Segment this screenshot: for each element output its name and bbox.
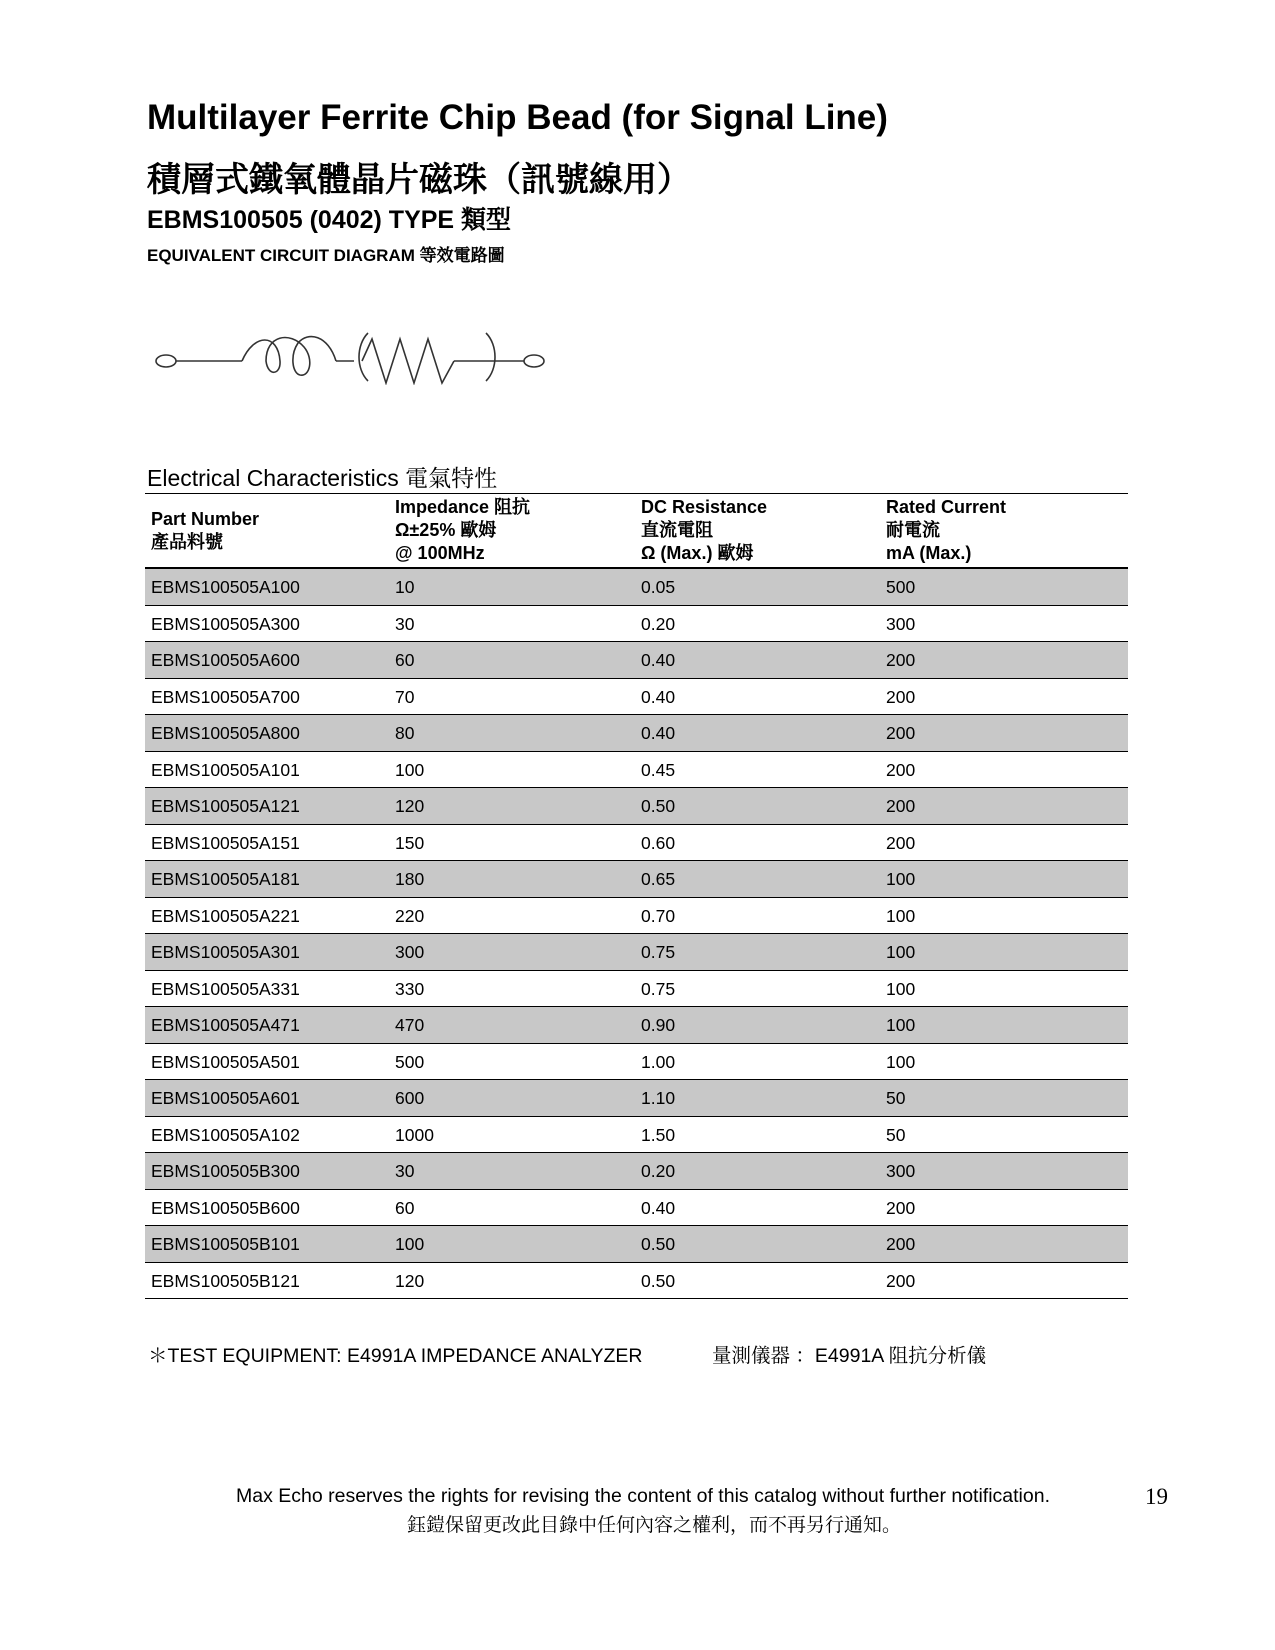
table-row bbox=[145, 642, 1128, 679]
impedance-cell: 1000 bbox=[395, 1124, 434, 1145]
table-row bbox=[145, 1044, 1128, 1081]
dc-resistance-cell: 0.50 bbox=[641, 1270, 676, 1291]
rated-current-cell: 200 bbox=[886, 1234, 916, 1254]
part-number-cell: EBMS100505A221 bbox=[151, 905, 300, 926]
header-dc-resistance: DC Resistance 直流電阻 Ω (Max.) 歐姆 bbox=[641, 497, 768, 563]
impedance-cell: 80 bbox=[395, 723, 415, 743]
terminal-left-icon bbox=[156, 355, 176, 367]
rated-current-cell: 50 bbox=[886, 1088, 906, 1108]
rated-current-cell: 300 bbox=[886, 1161, 916, 1181]
rated-current-cell: 200 bbox=[886, 796, 916, 816]
impedance-cell: 30 bbox=[395, 1161, 415, 1181]
impedance-cell: 470 bbox=[395, 1015, 425, 1035]
rated-current-cell: 200 bbox=[886, 832, 916, 853]
dc-resistance-cell: 0.20 bbox=[641, 613, 676, 634]
impedance-cell: 500 bbox=[395, 1051, 425, 1072]
table-row bbox=[145, 934, 1128, 971]
dc-resistance-cell: 1.50 bbox=[641, 1124, 676, 1145]
table-row bbox=[145, 1190, 1128, 1227]
footer-disclaimer-chinese: 鈺鎧保留更改此目錄中任何內容之權利，而不再另行通知。 bbox=[407, 1515, 902, 1536]
impedance-cell: 120 bbox=[395, 796, 425, 816]
type-heading: EBMS100505 (0402) TYPE 類型 bbox=[147, 206, 512, 234]
part-number-cell: EBMS100505A800 bbox=[151, 723, 300, 743]
impedance-cell: 10 bbox=[395, 577, 415, 597]
table-row bbox=[145, 679, 1128, 716]
table-row bbox=[145, 752, 1128, 789]
rated-current-cell: 100 bbox=[886, 942, 916, 962]
rated-current-cell: 300 bbox=[886, 613, 916, 634]
part-number-cell: EBMS100505A102 bbox=[151, 1124, 300, 1145]
rated-current-cell: 100 bbox=[886, 869, 916, 889]
impedance-cell: 70 bbox=[395, 686, 415, 707]
part-number-cell: EBMS100505A600 bbox=[151, 650, 300, 670]
table-row bbox=[145, 1080, 1128, 1117]
dc-resistance-cell: 0.65 bbox=[641, 869, 676, 889]
part-number-cell: EBMS100505A331 bbox=[151, 978, 300, 999]
impedance-cell: 100 bbox=[395, 1234, 425, 1254]
dc-resistance-cell: 0.75 bbox=[641, 978, 676, 999]
rated-current-cell: 100 bbox=[886, 1051, 916, 1072]
table-row bbox=[145, 971, 1128, 1008]
table-row bbox=[145, 715, 1128, 752]
part-number-cell: EBMS100505A300 bbox=[151, 613, 300, 634]
part-number-cell: EBMS100505A700 bbox=[151, 686, 300, 707]
dc-resistance-cell: 0.75 bbox=[641, 942, 676, 962]
equivalent-circuit-diagram bbox=[150, 325, 570, 385]
dc-resistance-cell: 0.50 bbox=[641, 1234, 676, 1254]
rated-current-cell: 200 bbox=[886, 759, 916, 780]
impedance-cell: 180 bbox=[395, 869, 425, 889]
impedance-cell: 220 bbox=[395, 905, 425, 926]
rated-current-cell: 200 bbox=[886, 723, 916, 743]
rated-current-cell: 500 bbox=[886, 577, 916, 597]
resistor-bracket-right-icon bbox=[486, 333, 495, 381]
part-number-cell: EBMS100505A601 bbox=[151, 1088, 300, 1108]
dc-resistance-cell: 0.50 bbox=[641, 796, 676, 816]
impedance-cell: 60 bbox=[395, 650, 415, 670]
table-row bbox=[145, 1226, 1128, 1263]
terminal-right-icon bbox=[524, 355, 544, 367]
rated-current-cell: 200 bbox=[886, 1197, 916, 1218]
dc-resistance-cell: 1.00 bbox=[641, 1051, 676, 1072]
part-number-cell: EBMS100505A181 bbox=[151, 869, 300, 889]
test-equipment-note: ＊TEST EQUIPMENT: E4991A IMPEDANCE ANALYZER bbox=[148, 1345, 643, 1367]
table-row bbox=[145, 788, 1128, 825]
rated-current-cell: 100 bbox=[886, 905, 916, 926]
dc-resistance-cell: 0.40 bbox=[641, 1197, 676, 1218]
impedance-cell: 330 bbox=[395, 978, 425, 999]
impedance-cell: 150 bbox=[395, 832, 425, 853]
dc-resistance-cell: 0.40 bbox=[641, 686, 676, 707]
header-rated-current: Rated Current 耐電流 mA (Max.) bbox=[886, 497, 1007, 563]
part-number-cell: EBMS100505A471 bbox=[151, 1015, 300, 1035]
electrical-characteristics-table bbox=[145, 493, 1128, 1299]
test-equipment-note-chinese: 量測儀器 ：E4991A 阻抗分析儀 bbox=[712, 1345, 987, 1367]
part-number-cell: EBMS100505A301 bbox=[151, 942, 300, 962]
resistor-zigzag-icon bbox=[362, 339, 454, 383]
dc-resistance-cell: 0.90 bbox=[641, 1015, 676, 1035]
page-title: Multilayer Ferrite Chip Bead (for Signal Line) bbox=[147, 98, 888, 137]
table-header bbox=[145, 493, 1128, 569]
dc-resistance-cell: 0.05 bbox=[641, 577, 676, 597]
part-number-cell: EBMS100505B101 bbox=[151, 1234, 300, 1254]
rated-current-cell: 200 bbox=[886, 686, 916, 707]
table-row bbox=[145, 606, 1128, 643]
impedance-cell: 30 bbox=[395, 613, 415, 634]
table-row bbox=[145, 1007, 1128, 1044]
page-title-chinese: 積層式鐵氧體晶片磁珠（訊號線用） bbox=[147, 161, 691, 199]
header-impedance: Impedance 阻抗 Ω±25% 歐姆 @ 100MHz bbox=[395, 497, 531, 563]
header-part-number: Part Number 產品料號 bbox=[151, 509, 260, 552]
part-number-cell: EBMS100505B300 bbox=[151, 1161, 300, 1181]
rated-current-cell: 200 bbox=[886, 650, 916, 670]
dc-resistance-cell: 0.40 bbox=[641, 650, 676, 670]
table-row bbox=[145, 898, 1128, 935]
impedance-cell: 60 bbox=[395, 1197, 415, 1218]
dc-resistance-cell: 0.40 bbox=[641, 723, 676, 743]
table-row bbox=[145, 1153, 1128, 1190]
rated-current-cell: 100 bbox=[886, 978, 916, 999]
impedance-cell: 120 bbox=[395, 1270, 425, 1291]
part-number-cell: EBMS100505B600 bbox=[151, 1197, 300, 1218]
table-row bbox=[145, 825, 1128, 862]
impedance-cell: 100 bbox=[395, 759, 425, 780]
part-number-cell: EBMS100505A101 bbox=[151, 759, 300, 780]
page-number: 19 bbox=[1145, 1484, 1168, 1509]
table-row bbox=[145, 861, 1128, 898]
inductor-coil-icon bbox=[242, 337, 336, 376]
part-number-cell: EBMS100505A121 bbox=[151, 796, 300, 816]
rated-current-cell: 200 bbox=[886, 1270, 916, 1291]
dc-resistance-cell: 0.45 bbox=[641, 759, 676, 780]
rated-current-cell: 50 bbox=[886, 1124, 906, 1145]
dc-resistance-cell: 0.20 bbox=[641, 1161, 676, 1181]
part-number-cell: EBMS100505A100 bbox=[151, 577, 300, 597]
dc-resistance-cell: 1.10 bbox=[641, 1088, 676, 1108]
rated-current-cell: 100 bbox=[886, 1015, 916, 1035]
impedance-cell: 600 bbox=[395, 1088, 425, 1108]
part-number-cell: EBMS100505A501 bbox=[151, 1051, 300, 1072]
diagram-heading: EQUIVALENT CIRCUIT DIAGRAM 等效電路圖 bbox=[147, 246, 505, 265]
section-heading: Electrical Characteristics 電氣特性 bbox=[147, 465, 498, 491]
dc-resistance-cell: 0.60 bbox=[641, 832, 676, 853]
part-number-cell: EBMS100505A151 bbox=[151, 832, 300, 853]
dc-resistance-cell: 0.70 bbox=[641, 905, 676, 926]
impedance-cell: 300 bbox=[395, 942, 425, 962]
footer-disclaimer: Max Echo reserves the rights for revising the content of this catalog without further notification. bbox=[236, 1485, 1050, 1507]
part-number-cell: EBMS100505B121 bbox=[151, 1270, 300, 1291]
table-row bbox=[145, 1263, 1128, 1300]
table-row bbox=[145, 1117, 1128, 1154]
table-row bbox=[145, 569, 1128, 606]
table-body bbox=[145, 569, 1128, 1299]
